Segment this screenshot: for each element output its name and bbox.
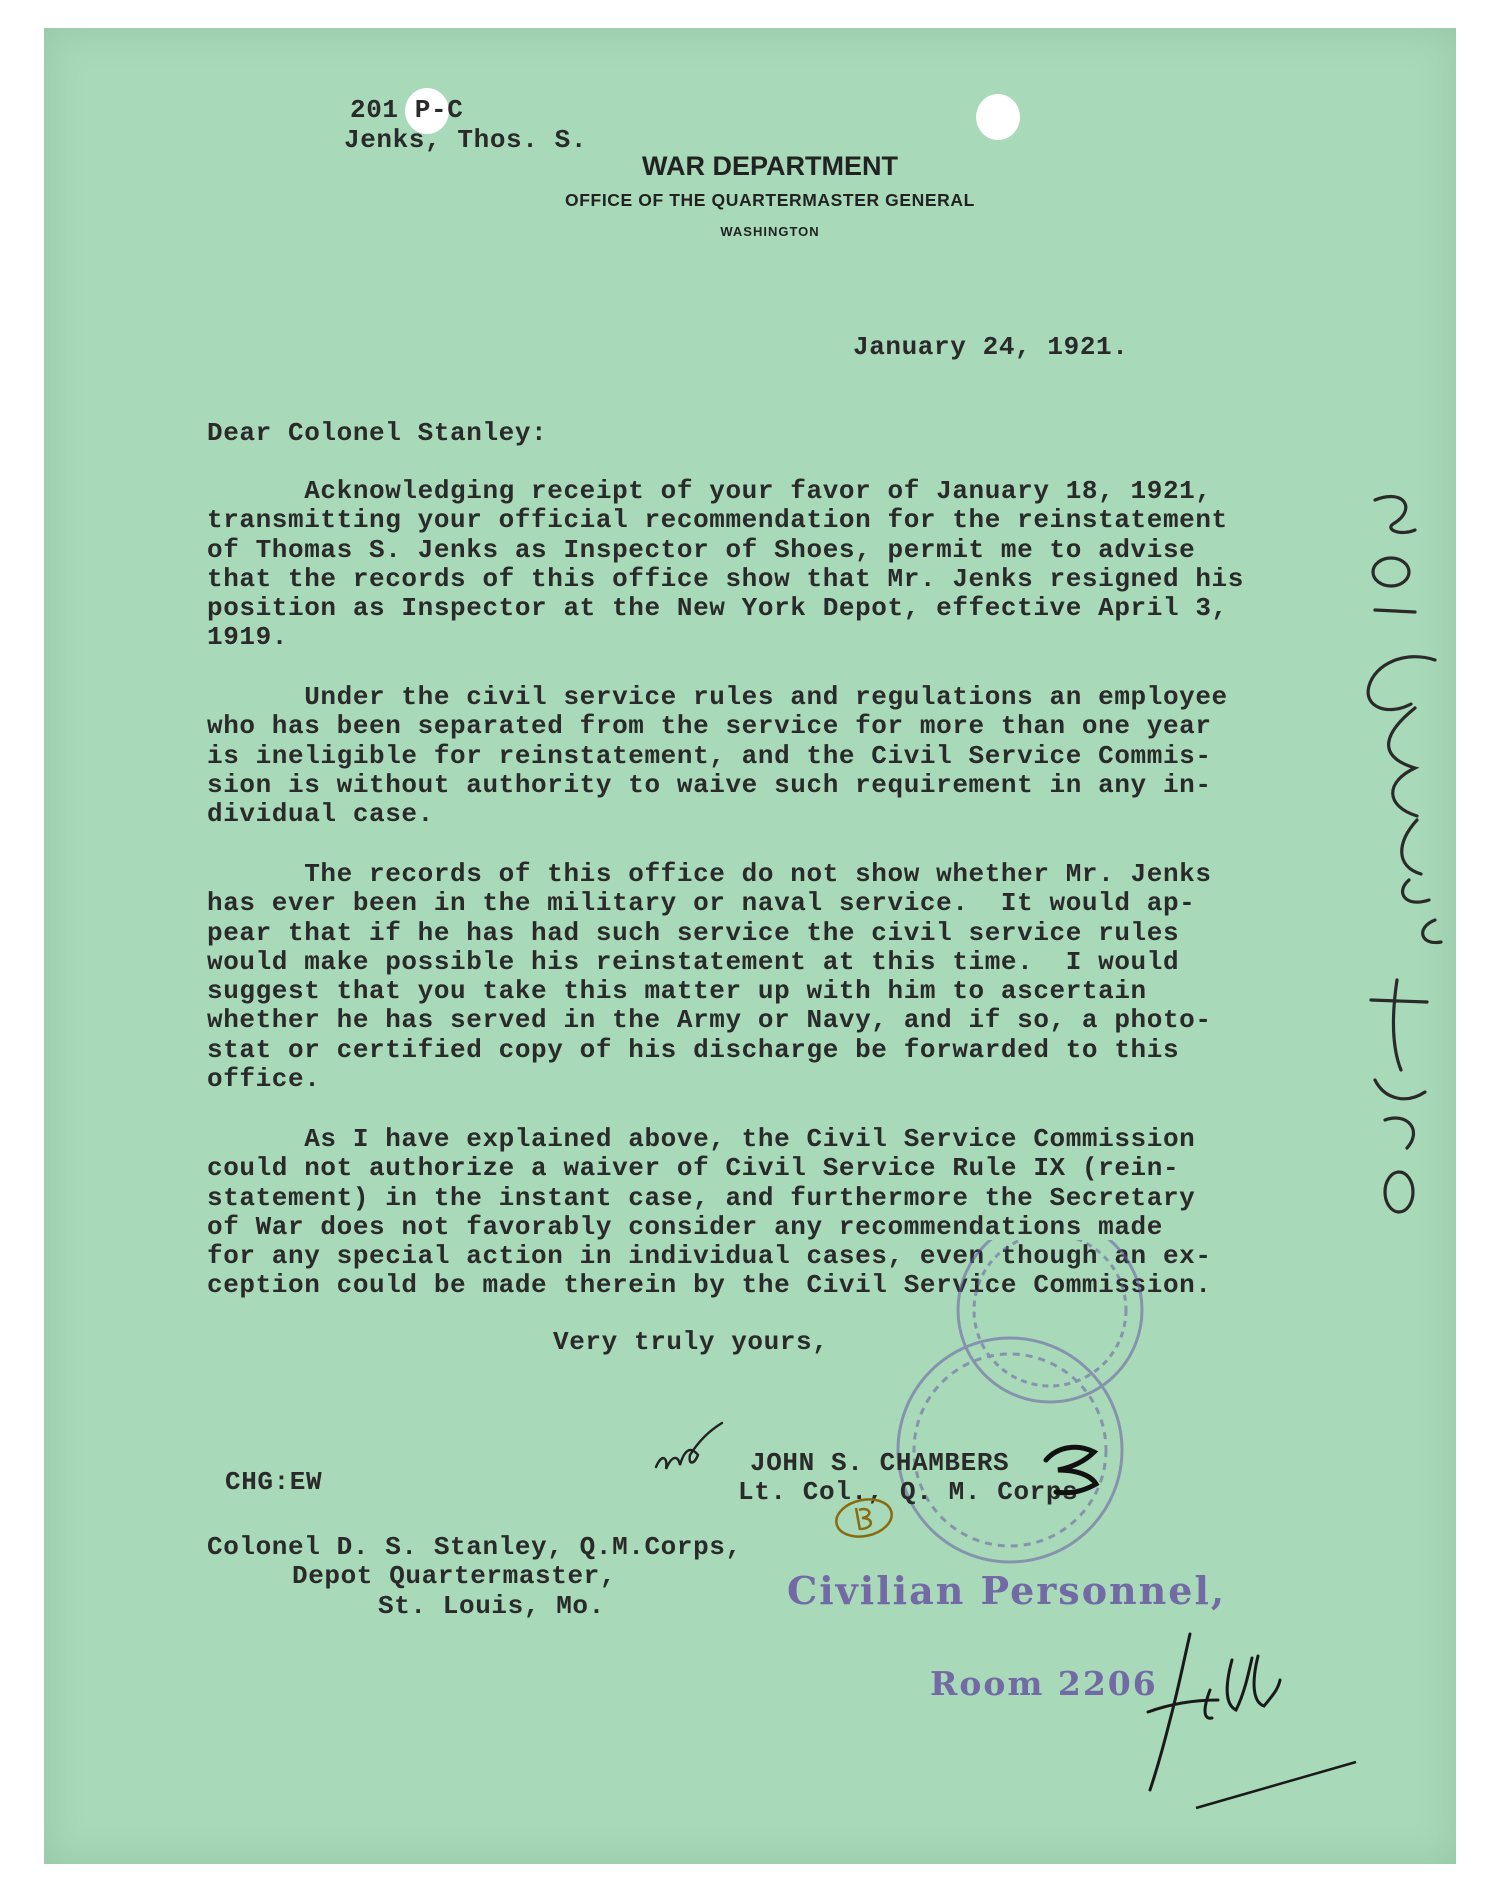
handwritten-margin-note <box>1345 480 1455 1240</box>
stamp-civilian-personnel: Civilian Personnel, <box>787 1568 1227 1613</box>
handwritten-initials-icon <box>650 1415 730 1485</box>
addressee-line-1: Colonel D. S. Stanley, Q.M.Corps, <box>207 1532 742 1562</box>
body-paragraph-3: The records of this office do not show whether Mr. Jenks has ever been in the military or naval service. It would ap- pear that if he has had such service the civil service rules would make possible his reinstatement at this time. I would suggest that you take this matter up with him to ascertain whether he has served in the Army or Navy, and if so, a photo- stat or certified copy of his discharge be forwarded to this office. <box>207 859 1212 1095</box>
handwritten-file-note <box>1140 1620 1440 1810</box>
closing: Very truly yours, <box>553 1327 829 1357</box>
typist-initials: CHG:EW <box>225 1467 323 1497</box>
punch-hole-right <box>976 94 1020 140</box>
initials-scribble-icon <box>1038 1440 1108 1520</box>
body-paragraph-4: As I have explained above, the Civil Service Commission could not authorize a waiver of Civil Service Rule IX (rein- statement) in the instant case, and furthermore the Secretary of War does not favorably consider any recommendations made for any special action in individual cases, even though an ex- ception could be made therein by the Civil Service Commission. <box>207 1124 1212 1301</box>
addressee-line-2: Depot Quartermaster, <box>292 1561 617 1591</box>
signatory-title: Lt. Col., Q. M. Corps <box>738 1477 1079 1507</box>
letter-date: January 24, 1921. <box>853 332 1129 362</box>
salutation: Dear Colonel Stanley: <box>207 418 548 448</box>
letterhead-department: WAR DEPARTMENT <box>642 151 898 181</box>
circled-mark-icon <box>826 1488 906 1548</box>
stamp-room-number: Room 2206 <box>930 1664 1158 1703</box>
letterhead-city: WASHINGTON <box>720 224 820 239</box>
addressee-line-3: St. Louis, Mo. <box>378 1591 605 1621</box>
body-paragraph-1: Acknowledging receipt of your favor of January 18, 1921, transmitting your official recommendation for the reinstatement of Thomas S. Jenks as Inspector of Shoes, permit me to advise that the records of this office show that Mr. Jenks resigned his position as Inspector at the New York Depot, effective April 3, 1919. <box>207 476 1244 653</box>
file-reference-number: 201 P-C <box>350 95 464 125</box>
signatory-name: JOHN S. CHAMBERS <box>750 1448 1010 1478</box>
body-paragraph-2: Under the civil service rules and regulations an employee who has been separated from the service for more than one year is ineligible for reinstatement, and the Civil Service Commis- sion is without authority to waive such requirement in any in- dividual case. <box>207 682 1228 830</box>
letterhead-office: OFFICE OF THE QUARTERMASTER GENERAL <box>565 190 975 210</box>
received-date-stamp <box>880 1240 1270 1600</box>
file-reference-name: Jenks, Thos. S. <box>344 125 588 155</box>
